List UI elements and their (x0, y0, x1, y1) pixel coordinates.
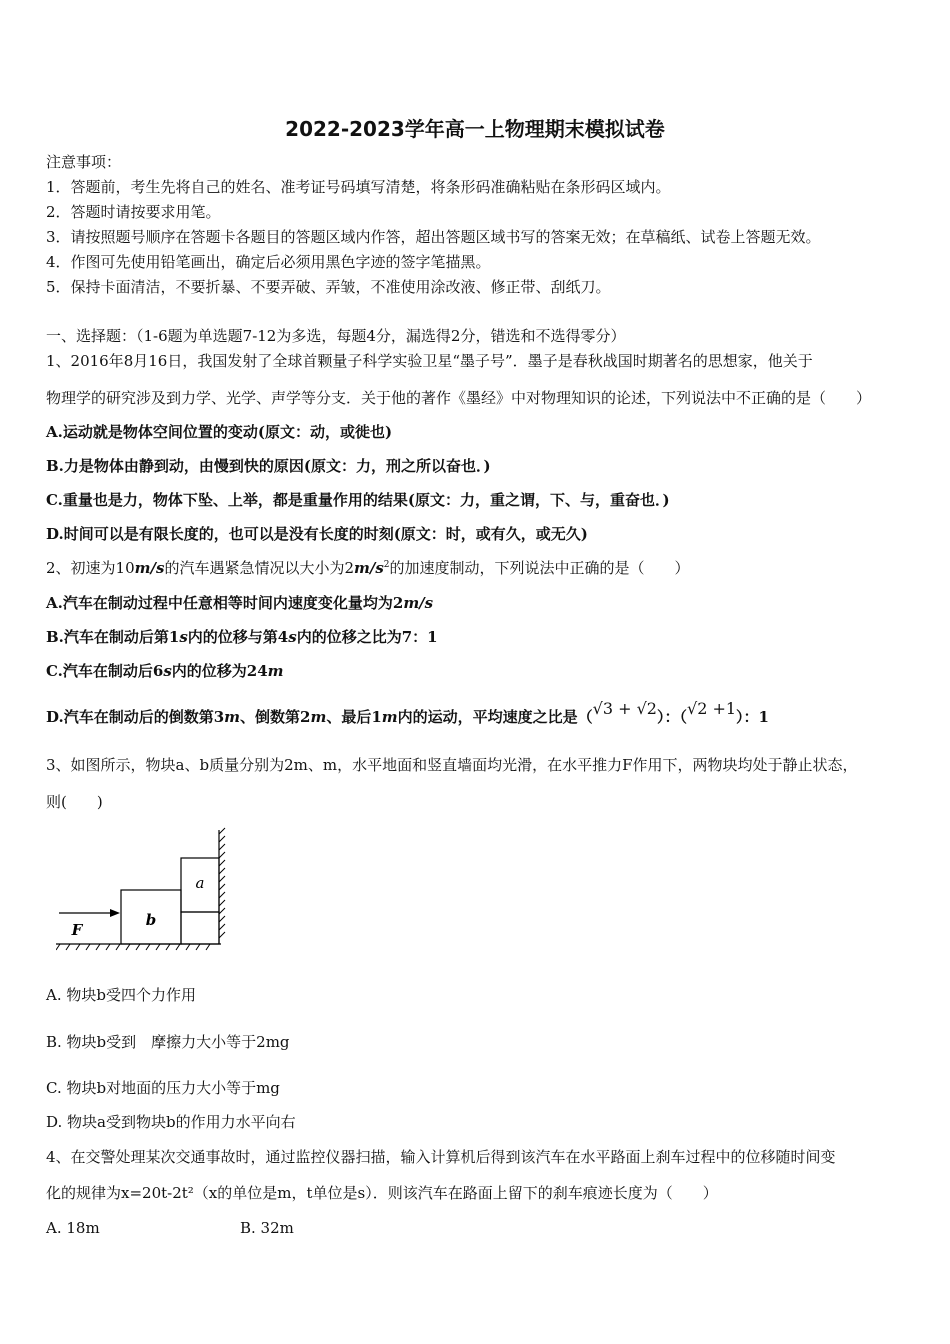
question-1-option-d: D.时间可以是有限长度的，也可以是没有长度的时刻(原文：时，或有久，或无久) (46, 525, 588, 543)
page-title: 2022-2023学年高一上物理期末模拟试卷 (285, 117, 665, 141)
question-3-option-d: D. 物块a受到物块b的作用力水平向右 (46, 1113, 296, 1131)
arrow-head (110, 909, 120, 917)
question-2-option-b: B.汽车在制动后第1s内的位移与第4s内的位移之比为7：1 (46, 628, 438, 646)
notice-item: 4．作图可先使用铅笔画出，确定后必须用黑色字迹的签字笔描黑。 (46, 253, 491, 271)
blocks-diagram (56, 826, 246, 966)
notice-item: 2．答题时请按要求用笔。 (46, 203, 221, 221)
question-2-option-c: C.汽车在制动后6s内的位移为24m (46, 662, 284, 680)
question-1-option-b: B.力是物体由静到动，由慢到快的原因(原文：力，刑之所以奋也．) (46, 457, 491, 475)
notice-item: 5．保持卡面清洁，不要折暴、不要弄破、弄皱，不准使用涂改液、修正带、刮纸刀。 (46, 278, 611, 296)
question-2-option-a: A.汽车在制动过程中任意相等时间内速度变化量均为2m/s (46, 594, 434, 612)
math-expression: √2 +1 (687, 699, 737, 718)
question-4-option-a: A. 18m (46, 1219, 100, 1237)
block-lower (181, 912, 219, 944)
question-4-stem-cont: 化的规律为x=20t-2t²（x的单位是m，t单位是s）．则该汽车在路面上留下的刹车痕迹长度为（ ） (46, 1184, 718, 1202)
question-3-option-a: A. 物块b受四个力作用 (46, 986, 196, 1004)
question-2-option-d: D.汽车在制动后的倒数第3m、倒数第2m、最后1m内的运动，平均速度之比是（√3 + √2）：（√2 +1）：1 (46, 699, 769, 726)
notice-item: 1．答题前，考生先将自己的姓名、准考证号码填写清楚，将条形码准确粘贴在条形码区域内。 (46, 178, 671, 196)
label-b: b (145, 911, 157, 929)
question-2-stem: 2、初速为10m/s的汽车遇紧急情况以大小为$2m/s^2$的加速度制动，下列说法中正确的是（ ） (46, 559, 690, 577)
label-a: a (195, 874, 205, 892)
question-3-option-c: C. 物块b对地面的压力大小等于mg (46, 1079, 280, 1097)
question-1-option-a: A.运动就是物体空间位置的变动(原文：动，或徙也) (46, 423, 393, 441)
question-3-option-b: B. 物块b受到 摩擦力大小等于2mg (46, 1033, 290, 1051)
section-heading: 一、选择题：（1-6题为单选题7-12为多选，每题4分，漏选得2分，错选和不选得零分） (46, 327, 626, 345)
question-3-stem: 3、如图所示，物块a、b质量分别为2m、m，水平地面和竖直墙面均光滑，在水平推力F作用下，两物块均处于静止状态， (46, 756, 858, 774)
question-1-stem-cont: 物理学的研究涉及到力学、光学、声学等分支．关于他的著作《墨经》中对物理知识的论述，下列说法中不正确的是（ ） (46, 389, 872, 407)
math-expression: √3 + √2 (592, 699, 657, 718)
ground-hatching (56, 944, 210, 950)
question-1-stem: 1、2016年8月16日，我国发射了全球首颗量子科学实验卫星“墨子号”．墨子是春秋战国时期著名的思想家，他关于 (46, 352, 813, 370)
question-1-option-c: C.重量也是力，物体下坠、上举，都是重量作用的结果(原文：力，重之谓，下、与，重奋也．) (46, 491, 670, 509)
wall-hatching (219, 828, 225, 938)
notice-item: 3．请按照题号顺序在答题卡各题目的答题区域内作答，超出答题区域书写的答案无效；在草稿纸、试卷上答题无效。 (46, 228, 821, 246)
question-3-stem-cont: 则( ) (46, 793, 103, 811)
label-f: F (71, 921, 83, 939)
notice-heading: 注意事项： (46, 153, 122, 171)
question-4-option-b: B. 32m (240, 1219, 294, 1237)
question-4-stem: 4、在交警处理某次交通事故时，通过监控仪器扫描，输入计算机后得到该汽车在水平路面上刹车过程中的位移随时间变 (46, 1148, 836, 1166)
